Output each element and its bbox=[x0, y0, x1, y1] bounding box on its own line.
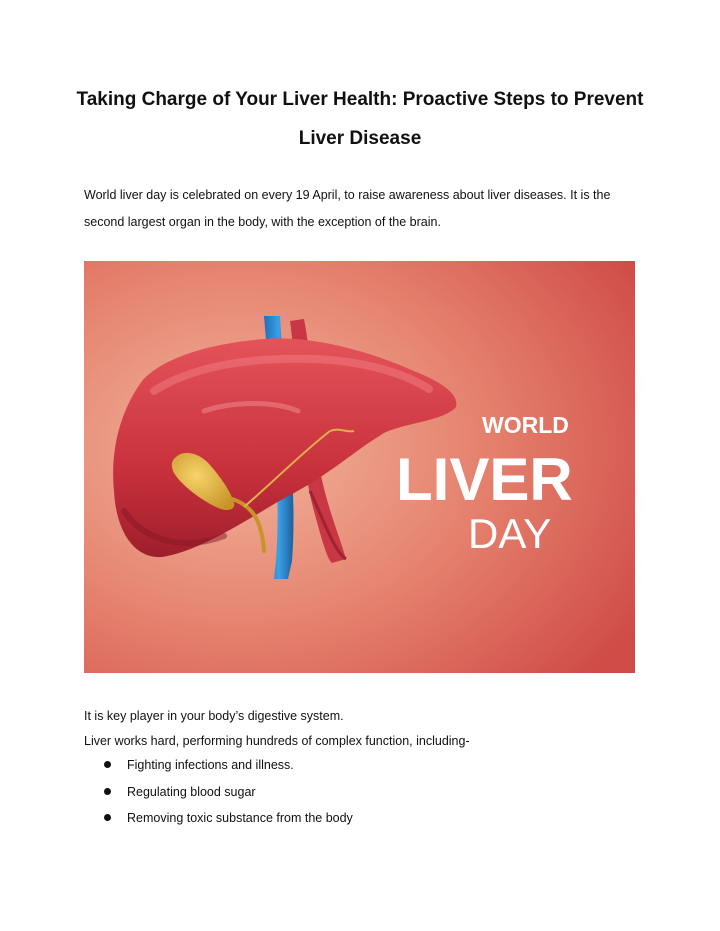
hero-text-liver: LIVER bbox=[396, 446, 573, 513]
world-liver-day-image bbox=[84, 261, 635, 673]
list-item bbox=[104, 756, 353, 783]
liver-functions-list bbox=[104, 756, 353, 836]
bullet-icon bbox=[104, 814, 111, 821]
bullet-icon bbox=[104, 761, 111, 768]
page-title: Taking Charge of Your Liver Health: Proactive Steps to Prevent Liver Disease bbox=[76, 89, 644, 149]
body-paragraph-functions-intro: Liver works hard, performing hundreds of complex function, including- bbox=[84, 734, 470, 748]
body-paragraph-digestive: It is key player in your body’s digestive system. bbox=[84, 709, 344, 723]
list-item-text: Fighting infections and illness. bbox=[127, 758, 294, 772]
bullet-icon bbox=[104, 788, 111, 795]
hero-text-day: DAY bbox=[468, 510, 552, 557]
list-item bbox=[104, 809, 353, 836]
list-item-text: Regulating blood sugar bbox=[127, 784, 256, 799]
hero-text-world: WORLD bbox=[482, 412, 569, 438]
list-item-text: Removing toxic substance from the body bbox=[127, 811, 353, 825]
intro-paragraph: World liver day is celebrated on every 19 April, to raise awareness about liver diseases. It is the second largest organ in the body, with the exception of the brain. bbox=[84, 188, 611, 229]
list-item bbox=[104, 783, 353, 810]
